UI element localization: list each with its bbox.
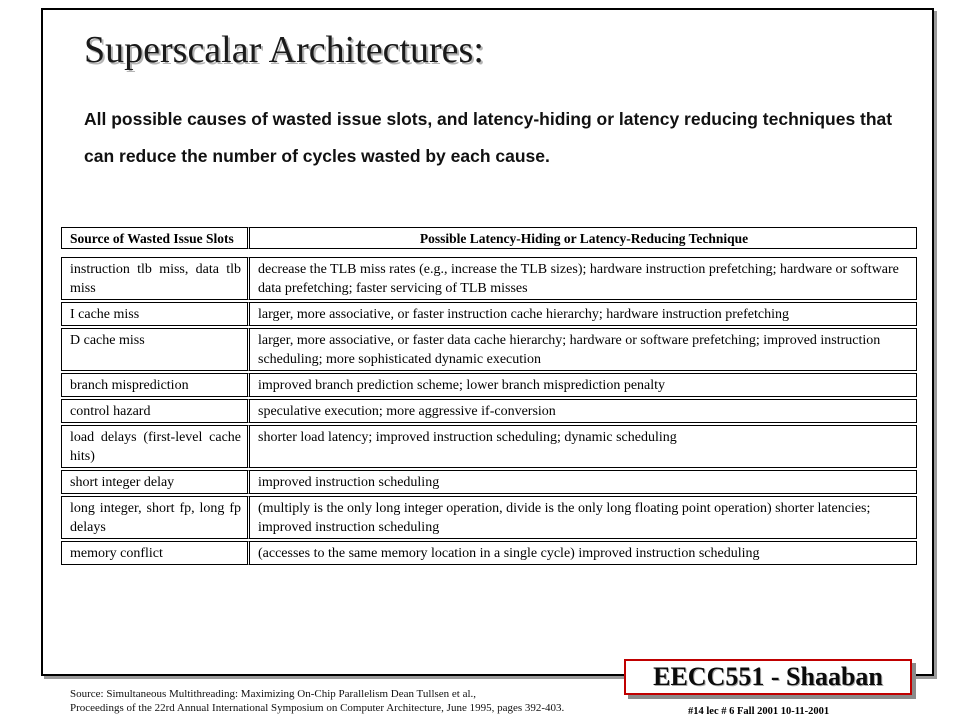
lecture-info: #14 lec # 6 Fall 2001 10-11-2001	[688, 706, 830, 717]
slide-title: Superscalar Architectures:	[84, 29, 484, 71]
cell-technique: (multiply is the only long integer operation, divide is the only long floating point operation) shorter latencies; improved instruction scheduling	[250, 496, 917, 539]
cell-source: branch misprediction	[61, 373, 250, 397]
header-technique: Possible Latency-Hiding or Latency-Reducing Technique	[250, 227, 917, 249]
cell-source: control hazard	[61, 399, 250, 423]
cell-technique: (accesses to the same memory location in a single cycle) improved instruction scheduling	[250, 541, 917, 565]
wasted-issue-slots-table	[61, 225, 917, 567]
cell-technique: speculative execution; more aggressive if-conversion	[250, 399, 917, 423]
slide-subtitle: All possible causes of wasted issue slots, and latency-hiding or latency reducing techniques that can reduce the number of cycles wasted by each cause.	[84, 109, 893, 166]
header-source: Source of Wasted Issue Slots	[61, 227, 250, 249]
course-badge: EECC551 - Shaaban	[624, 659, 912, 695]
table-row	[61, 328, 917, 371]
table-row	[61, 373, 917, 397]
source-citation	[70, 687, 564, 715]
cell-source: memory conflict	[61, 541, 250, 565]
cell-source: instruction tlb miss, data tlb miss	[61, 257, 250, 300]
table-row	[61, 470, 917, 494]
table-body	[61, 257, 917, 565]
table-row	[61, 541, 917, 565]
table-row	[61, 302, 917, 326]
cell-source: D cache miss	[61, 328, 250, 371]
cell-technique: decrease the TLB miss rates (e.g., increase the TLB sizes); hardware instruction prefetching; hardware or software data prefetching; faster servicing of TLB misses	[250, 257, 917, 300]
cell-technique: shorter load latency; improved instruction scheduling; dynamic scheduling	[250, 425, 917, 468]
source-line-1: Source: Simultaneous Multithreading: Maximizing On-Chip Parallelism Dean Tullsen et al.,	[70, 688, 477, 700]
cell-source: short integer delay	[61, 470, 250, 494]
table-row	[61, 399, 917, 423]
cell-source: long integer, short fp, long fp delays	[61, 496, 250, 539]
cell-technique: larger, more associative, or faster instruction cache hierarchy; hardware instruction prefetching	[250, 302, 917, 326]
cell-source: load delays (first-level cache hits)	[61, 425, 250, 468]
cell-technique: improved branch prediction scheme; lower branch misprediction penalty	[250, 373, 917, 397]
cell-technique: improved instruction scheduling	[250, 470, 917, 494]
table-row	[61, 496, 917, 539]
table-header-row	[61, 227, 917, 249]
table-row	[61, 425, 917, 468]
table-row	[61, 257, 917, 300]
cell-technique: larger, more associative, or faster data cache hierarchy; hardware or software prefetching; improved instruction scheduling; more sophisticated dynamic execution	[250, 328, 917, 371]
source-line-2: Proceedings of the 22rd Annual International Symposium on Computer Architecture, June 1995, pages 392-403.	[70, 702, 565, 714]
cell-source: I cache miss	[61, 302, 250, 326]
